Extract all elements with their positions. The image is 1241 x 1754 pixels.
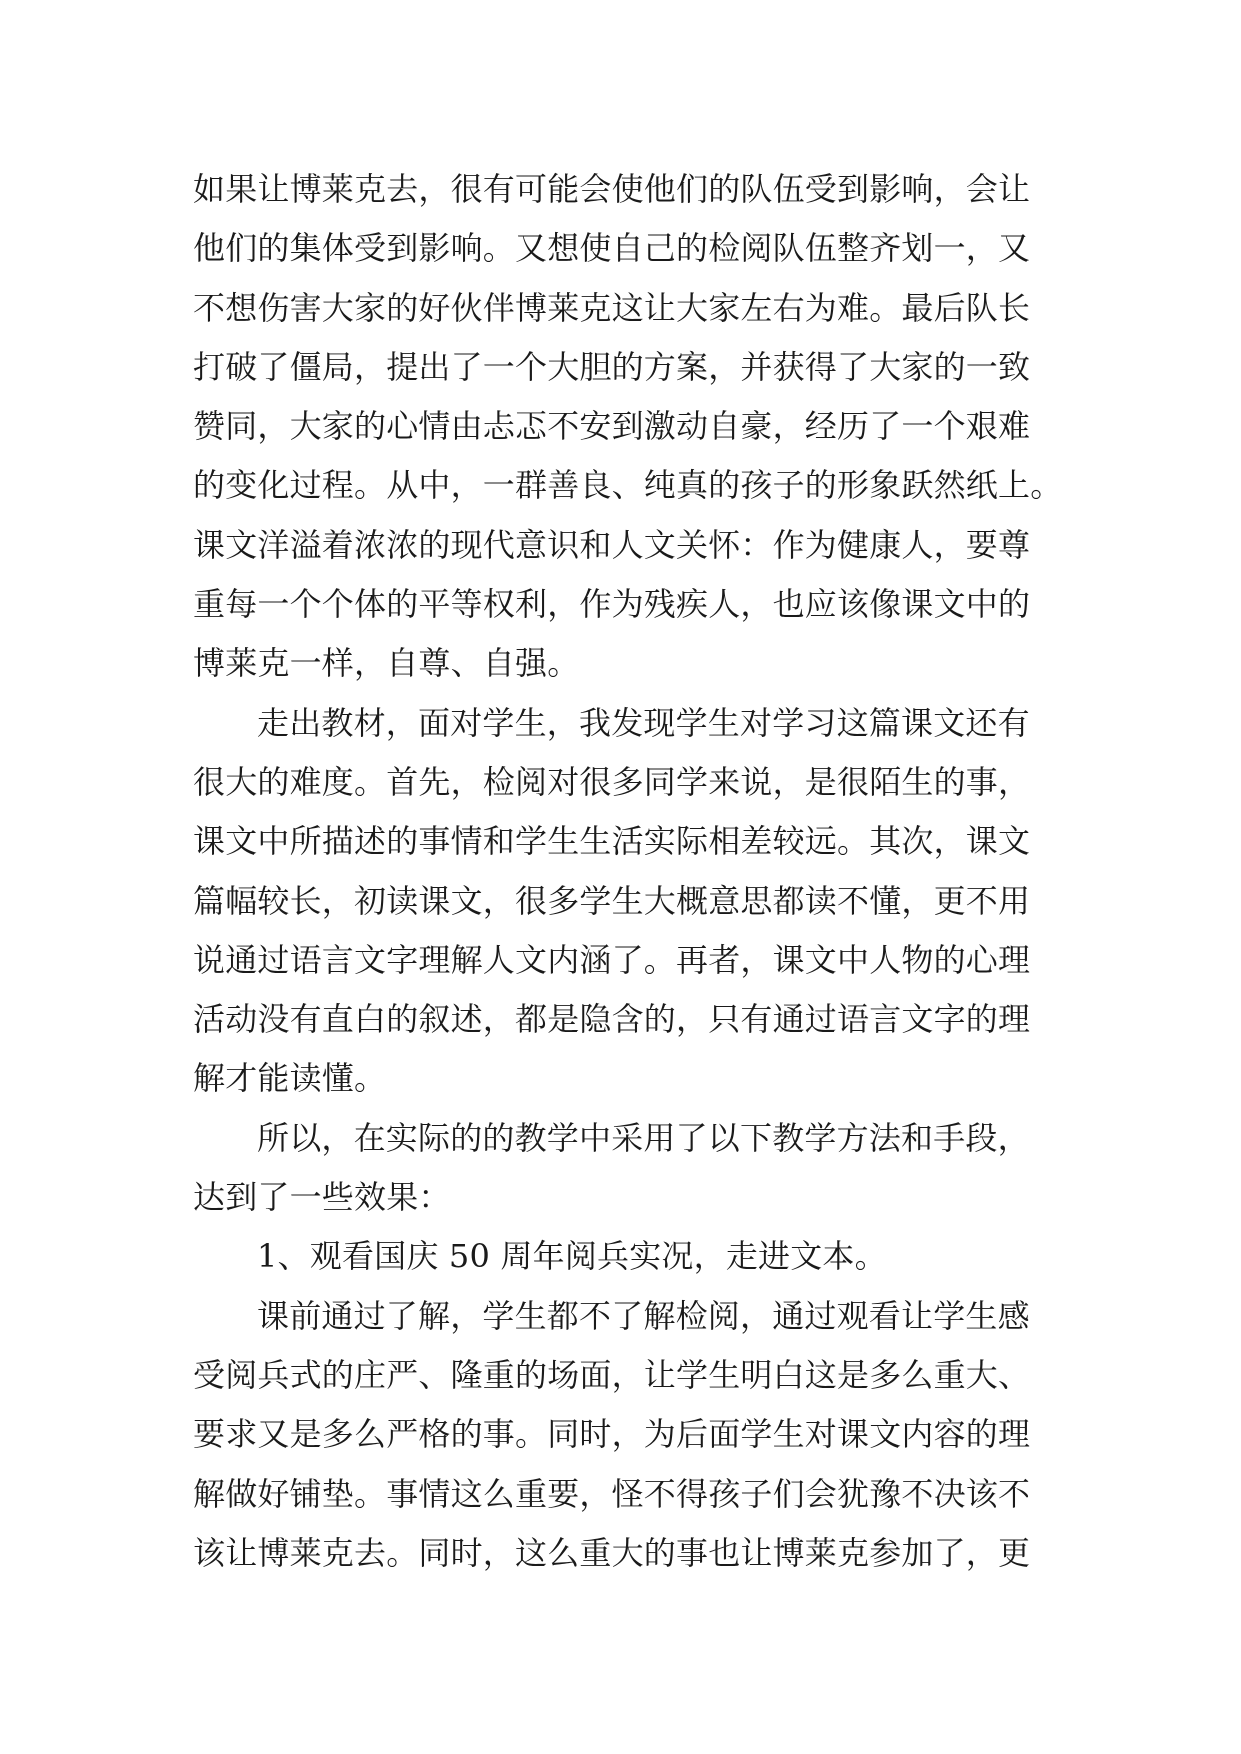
text-line: 该让博莱克去。同时，这么重大的事也让博莱克参加了，更 <box>193 1533 1031 1572</box>
paragraph-first-line: 走出教材，面对学生，我发现学生对学习这篇课文还有 <box>257 703 1030 742</box>
text-line: 课文洋溢着浓浓的现代意识和人文关怀：作为健康人，要尊 <box>193 525 1031 564</box>
text-line: 博莱克一样，自尊、自强。 <box>193 644 580 683</box>
text-line: 要求又是多么严格的事。同时，为后面学生对课文内容的理 <box>193 1415 1031 1454</box>
text-line: 如果让博莱克去，很有可能会使他们的队伍受到影响，会让 <box>193 170 1031 208</box>
text-line: 受阅兵式的庄严、隆重的场面，让学生明白这是多么重大、 <box>193 1355 1031 1394</box>
document-body <box>193 160 1063 1583</box>
paragraph-first-line: 所以，在实际的的教学中采用了以下教学方法和手段， <box>257 1118 1030 1157</box>
text-line: 他们的集体受到影响。又想使自己的检阅队伍整齐划一，又 <box>193 229 1031 268</box>
text-line: 不想伤害大家的好伙伴博莱克这让大家左右为难。最后队长 <box>193 288 1031 327</box>
text-line: 解才能读懂。 <box>193 1059 387 1098</box>
text-line: 达到了一些效果： <box>193 1178 451 1217</box>
text-line: 篇幅较长，初读课文，很多学生大概意思都读不懂，更不用 <box>193 881 1031 920</box>
text-line: 很大的难度。首先，检阅对很多同学来说，是很陌生的事， <box>193 762 1031 801</box>
text-line: 课文中所描述的事情和学生生活实际相差较远。其次，课文 <box>193 822 1031 861</box>
text-line: 打破了僵局，提出了一个大胆的方案，并获得了大家的一致 <box>193 347 1031 386</box>
section-heading: 1、观看国庆 50 周年阅兵实况，走进文本。 <box>257 1237 887 1276</box>
text-line: 的变化过程。从中，一群善良、纯真的孩子的形象跃然纸上。 <box>193 466 1063 505</box>
text-line: 赞同，大家的心情由忐忑不安到激动自豪，经历了一个艰难 <box>193 407 1031 446</box>
text-line: 说通过语言文字理解人文内涵了。再者，课文中人物的心理 <box>193 940 1031 979</box>
paragraph-first-line: 课前通过了解，学生都不了解检阅，通过观看让学生感 <box>257 1296 1030 1335</box>
text-line: 解做好铺垫。事情这么重要，怪不得孩子们会犹豫不决该不 <box>193 1474 1031 1513</box>
text-line: 重每一个个体的平等权利，作为残疾人，也应该像课文中的 <box>193 585 1031 624</box>
text-line: 活动没有直白的叙述，都是隐含的，只有通过语言文字的理 <box>193 1000 1031 1039</box>
